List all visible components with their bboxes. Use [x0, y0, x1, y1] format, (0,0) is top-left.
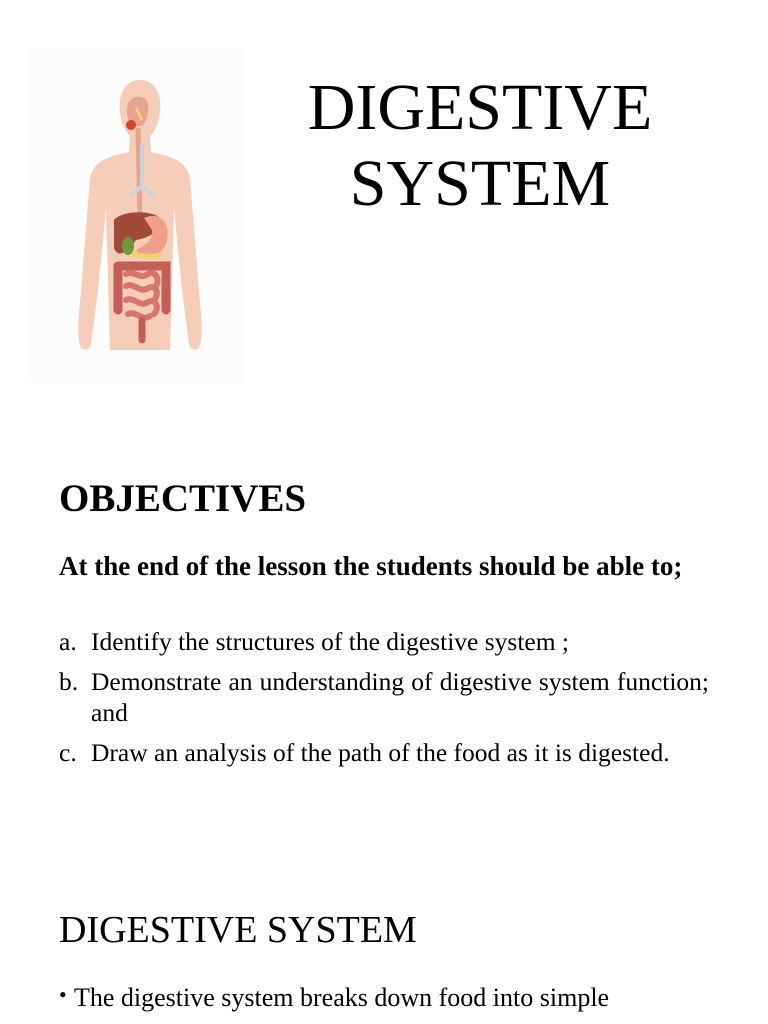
slide-title	[280, 70, 680, 222]
objective-marker: a.	[59, 627, 77, 656]
title-line-2: SYSTEM	[349, 147, 611, 220]
objectives-intro: At the end of the lesson the students should be able to;	[59, 551, 683, 581]
bullet-item	[59, 982, 709, 1014]
objective-text: Demonstrate an understanding of digestive system function; and	[91, 667, 709, 727]
bullet-list	[59, 982, 709, 1014]
objective-item	[59, 626, 709, 657]
objective-marker: c.	[59, 738, 77, 767]
title-slide	[0, 0, 768, 430]
digestive-system-slide	[0, 860, 768, 1024]
bullet-text: The digestive system breaks down food into simple	[74, 983, 610, 1012]
objective-text: Identify the structures of the digestive system ;	[91, 627, 570, 656]
section-heading: DIGESTIVE SYSTEM	[59, 909, 417, 951]
objective-item	[59, 666, 709, 728]
human-body-icon	[30, 48, 245, 383]
digestive-system-figure	[30, 48, 245, 383]
bullet-icon: •	[59, 982, 67, 1007]
objective-marker: b.	[59, 667, 79, 696]
title-line-1: DIGESTIVE	[307, 71, 653, 144]
objectives-heading: OBJECTIVES	[59, 477, 307, 520]
objective-text: Draw an analysis of the path of the food as it is digested.	[91, 738, 670, 767]
objective-item	[59, 737, 709, 768]
objectives-list	[59, 626, 709, 777]
objectives-slide	[0, 430, 768, 860]
